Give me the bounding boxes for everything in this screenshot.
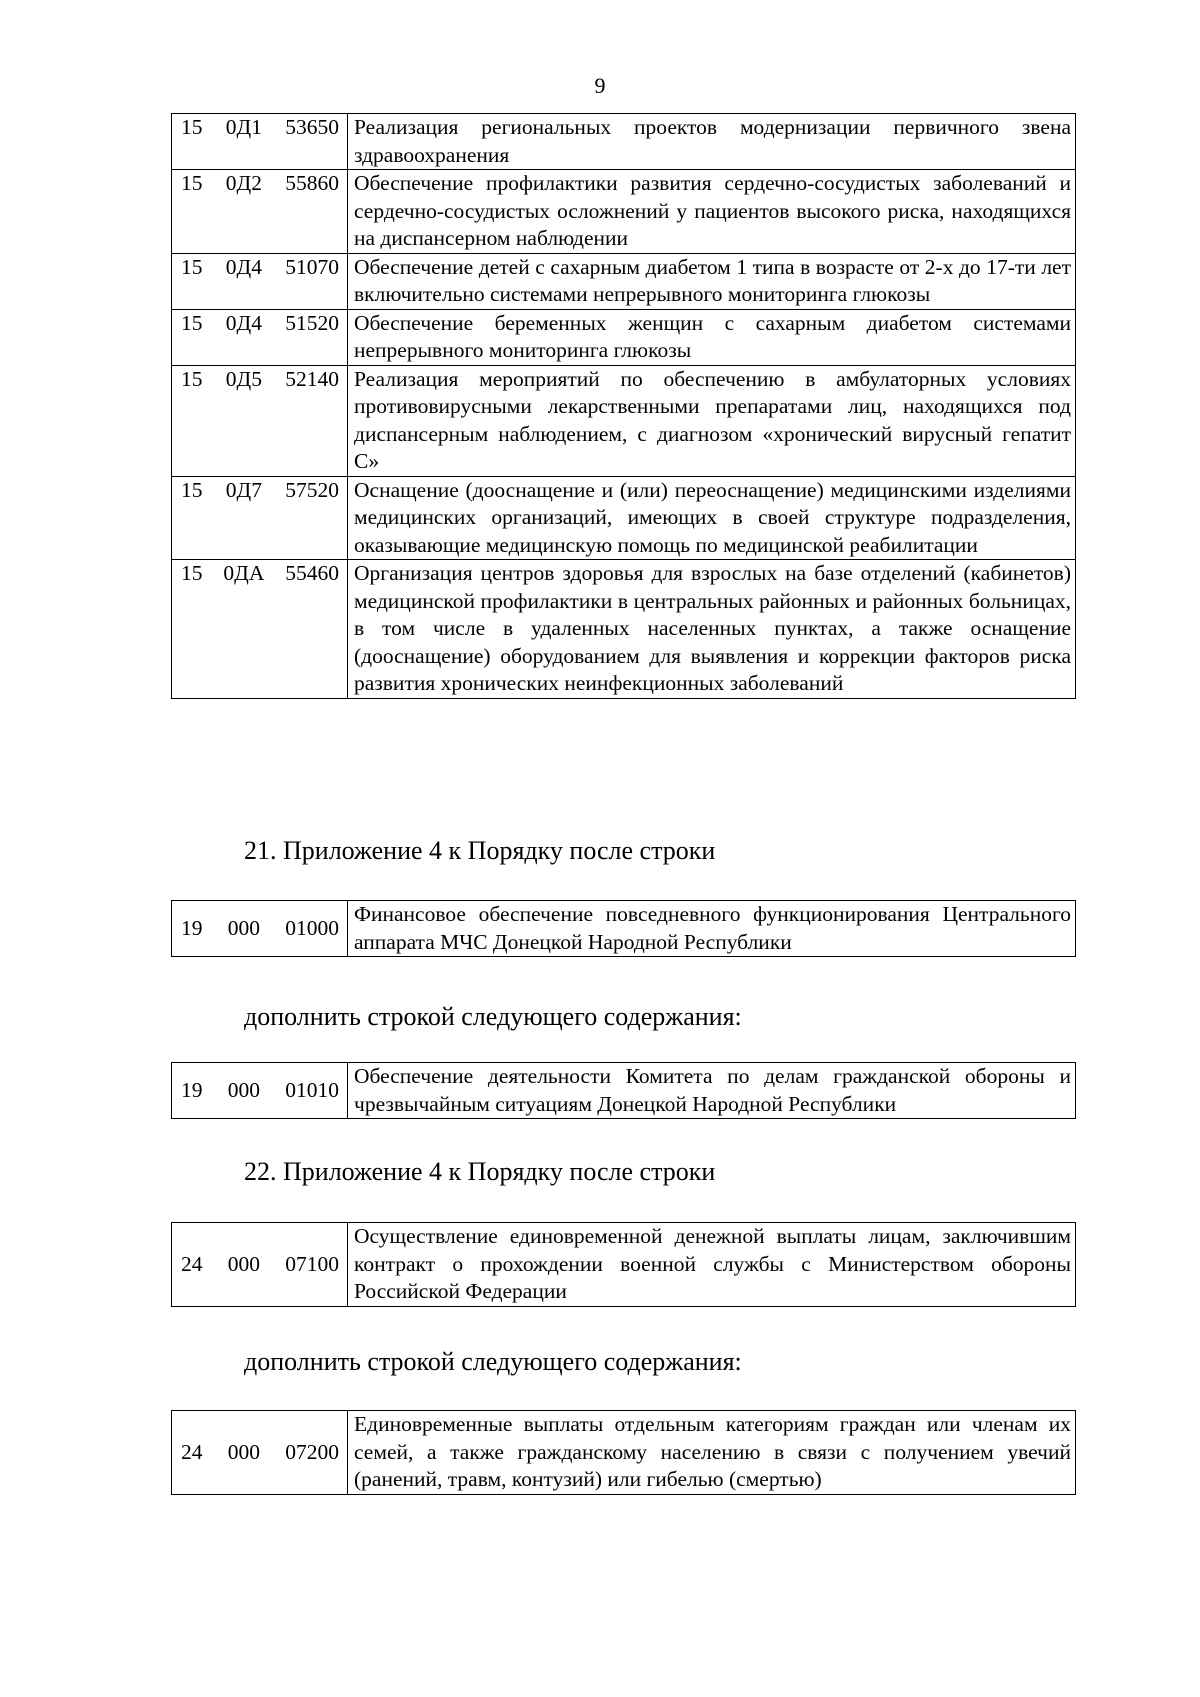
budget-code-cell: 15 0Д1 53650 — [172, 114, 348, 170]
description-cell: Единовременные выплаты отдельным категориям граждан или членам их семей, а также гражданскому населению в связи с получением увечий (ранений, травм, контузий) или гибелью (смертью) — [348, 1411, 1076, 1495]
budget-code-cell: 15 0ДА 55460 — [172, 560, 348, 699]
description-cell: Реализация региональных проектов модернизации первичного звена здравоохранения — [348, 114, 1076, 170]
budget-code-cell: 19 000 01000 — [172, 901, 348, 957]
section-21-existing-row-table — [171, 900, 1076, 957]
section-21-supplement-text: дополнить строкой следующего содержания: — [244, 1002, 742, 1031]
table-row — [172, 1223, 1076, 1307]
section-22-new-row-table — [171, 1410, 1076, 1495]
budget-code-cell: 24 000 07100 — [172, 1223, 348, 1307]
description-cell: Реализация мероприятий по обеспечению в амбулаторных условиях противовирусными лекарственными препаратами лиц, находящихся под диспансерным наблюдением, с диагнозом «хронический вирусный гепатит С» — [348, 365, 1076, 476]
description-cell: Осуществление единовременной денежной выплаты лицам, заключившим контракт о прохождении военной службы с Министерством обороны Российской Федерации — [348, 1223, 1076, 1307]
table-row — [172, 114, 1076, 170]
section-21-heading: 21. Приложение 4 к Порядку после строки — [244, 836, 716, 865]
description-cell: Обеспечение деятельности Комитета по делам гражданской обороны и чрезвычайным ситуациям Донецкой Народной Республики — [348, 1063, 1076, 1119]
description-cell: Обеспечение детей с сахарным диабетом 1 типа в возрасте от 2-х до 17-ти лет включительно системами непрерывного мониторинга глюкозы — [348, 253, 1076, 309]
page-number: 9 — [594, 73, 606, 98]
description-cell: Организация центров здоровья для взрослых на базе отделений (кабинетов) медицинской профилактики в центральных районных и районных больницах, в том числе в удаленных населенных пунктах, а также оснащение (дооснащение) оборудованием для выявления и коррекции факторов риска развития хронических неинфекционных заболеваний — [348, 560, 1076, 699]
table-row — [172, 560, 1076, 699]
table-row — [172, 309, 1076, 365]
budget-code-cell: 24 000 07200 — [172, 1411, 348, 1495]
table-row — [172, 1411, 1076, 1495]
table-row — [172, 901, 1076, 957]
budget-code-cell: 15 0Д4 51520 — [172, 309, 348, 365]
budget-code-cell: 15 0Д7 57520 — [172, 476, 348, 560]
section-22-supplement-text: дополнить строкой следующего содержания: — [244, 1347, 742, 1376]
description-cell: Обеспечение беременных женщин с сахарным диабетом системами непрерывного мониторинга глюкозы — [348, 309, 1076, 365]
section-21-new-row-table — [171, 1062, 1076, 1119]
description-cell: Обеспечение профилактики развития сердечно-сосудистых заболеваний и сердечно-сосудистых осложнений у пациентов высокого риска, находящихся на диспансерном наблюдении — [348, 170, 1076, 254]
section-22-existing-row-table — [171, 1222, 1076, 1307]
budget-code-cell: 15 0Д2 55860 — [172, 170, 348, 254]
budget-code-cell: 15 0Д4 51070 — [172, 253, 348, 309]
budget-code-cell: 19 000 01010 — [172, 1063, 348, 1119]
description-cell: Оснащение (дооснащение и (или) переоснащение) медицинскими изделиями медицинских организаций, имеющих в своей структуре подразделения, оказывающие медицинскую помощь по медицинской реабилитации — [348, 476, 1076, 560]
section-22-heading: 22. Приложение 4 к Порядку после строки — [244, 1157, 716, 1186]
description-cell: Финансовое обеспечение повседневного функционирования Центрального аппарата МЧС Донецкой Народной Республики — [348, 901, 1076, 957]
table-row — [172, 170, 1076, 254]
table-row — [172, 253, 1076, 309]
table-row — [172, 476, 1076, 560]
budget-code-cell: 15 0Д5 52140 — [172, 365, 348, 476]
budget-codes-table — [171, 113, 1076, 699]
table-row — [172, 1063, 1076, 1119]
table-row — [172, 365, 1076, 476]
